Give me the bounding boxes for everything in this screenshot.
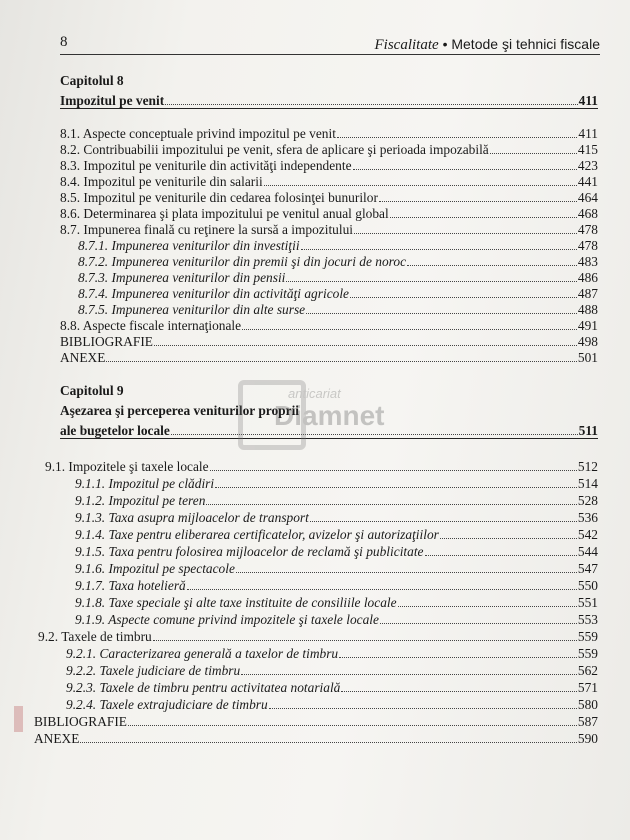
chapter-9-label: Capitolul 9 [60, 383, 124, 398]
chapter-8-title: Impozitul pe venit [60, 93, 165, 108]
toc-subentry: 9.1.9. Aspecte comune privind impozitele şi taxele locale 553 [75, 612, 598, 627]
book-subtitle: Metode şi tehnici fiscale [451, 36, 600, 52]
toc-subentry: 8.7.4. Impunerea veniturilor din activităţi agricole 487 [78, 286, 598, 301]
chapter-8-title-row [60, 92, 598, 109]
toc-subentry: 9.2.4. Taxele extrajudiciare de timbru 580 [66, 697, 598, 712]
chapter-9-page: 511 [578, 423, 598, 438]
running-header [60, 30, 600, 55]
toc-subentry: 9.1.1. Impozitul pe clădiri 514 [75, 476, 598, 491]
toc-entry: 8.7. Impunerea finală cu reţinere la sursă a impozitului 478 [60, 222, 598, 237]
toc-entry: 8.5. Impozitul pe veniturile din cedarea folosinţei bunurilor 464 [60, 190, 598, 205]
toc-subentry: 8.7.2. Impunerea veniturilor din premii şi din jocuri de noroc 483 [78, 254, 598, 269]
toc-subentry: 9.1.5. Taxa pentru folosirea mijloacelor de reclamă şi publicitate 544 [75, 544, 598, 559]
book-title: Fiscalitate [374, 37, 439, 53]
toc-entry-annexes: ANEXE 501 [60, 350, 598, 365]
watermark-line2: Diamnet [274, 400, 385, 431]
toc-entry-bibliography: BIBLIOGRAFIE 587 [34, 714, 598, 729]
toc-subentry: 9.1.3. Taxa asupra mijloacelor de transport 536 [75, 510, 598, 525]
chapter-8-page: 411 [578, 93, 598, 108]
toc-entry: 8.6. Determinarea şi plata impozitului pe venitul anual global 468 [60, 206, 598, 221]
toc-subentry: 9.1.4. Taxe pentru eliberarea certificatelor, avizelor şi autorizaţiilor 542 [75, 527, 598, 542]
toc-entry: 8.2. Contribuabilii impozitului pe venit, sfera de aplicare şi perioada impozabilă 415 [60, 142, 598, 157]
toc-subentry: 9.1.7. Taxa hotelieră 550 [75, 578, 598, 593]
toc-entry-bibliography: BIBLIOGRAFIE 498 [60, 334, 598, 349]
toc-subentry: 8.7.1. Impunerea veniturilor din investiţii 478 [78, 238, 598, 253]
running-title [375, 36, 600, 54]
toc-entry: 9.1. Impozitele şi taxele locale 512 [45, 459, 598, 474]
toc-entry: 8.8. Aspecte fiscale internaţionale 491 [60, 318, 598, 333]
chapter-9-title-line1: Aşezarea şi perceperea veniturilor proprii [60, 403, 300, 418]
page-number: 8 [60, 34, 68, 50]
toc-subentry: 9.2.2. Taxele judiciare de timbru 562 [66, 663, 598, 678]
toc-subentry: 9.2.1. Caracterizarea generală a taxelor de timbru 559 [66, 646, 598, 661]
toc-entry: 8.3. Impozitul pe veniturile din activităţi independente 423 [60, 158, 598, 173]
watermark-line1: anticariat [288, 386, 341, 401]
toc-subentry: 9.2.3. Taxele de timbru pentru activitatea notarială 571 [66, 680, 598, 695]
toc-subentry: 8.7.3. Impunerea veniturilor din pensii 486 [78, 270, 598, 285]
toc-entry-annexes: ANEXE 590 [34, 731, 598, 746]
toc-entry: 9.2. Taxele de timbru 559 [38, 629, 598, 644]
toc-entry: 8.4. Impozitul pe veniturile din salarii 441 [60, 174, 598, 189]
chapter-8-label: Capitolul 8 [60, 73, 124, 88]
toc-subentry: 9.1.2. Impozitul pe teren 528 [75, 493, 598, 508]
margin-stamp-mark [14, 706, 23, 732]
title-separator: • [442, 36, 448, 52]
chapter-9-title-line2: ale bugetelor locale [60, 423, 170, 438]
toc-entry: 8.1. Aspecte conceptuale privind impozitul pe venit 411 [60, 126, 598, 141]
toc-subentry: 8.7.5. Impunerea veniturilor din alte surse 488 [78, 302, 598, 317]
toc-subentry: 9.1.8. Taxe speciale şi alte taxe instituite de consiliile locale 551 [75, 595, 598, 610]
leader-dots [165, 92, 577, 105]
toc-subentry: 9.1.6. Impozitul pe spectacole 547 [75, 561, 598, 576]
bookstore-watermark [238, 380, 385, 452]
